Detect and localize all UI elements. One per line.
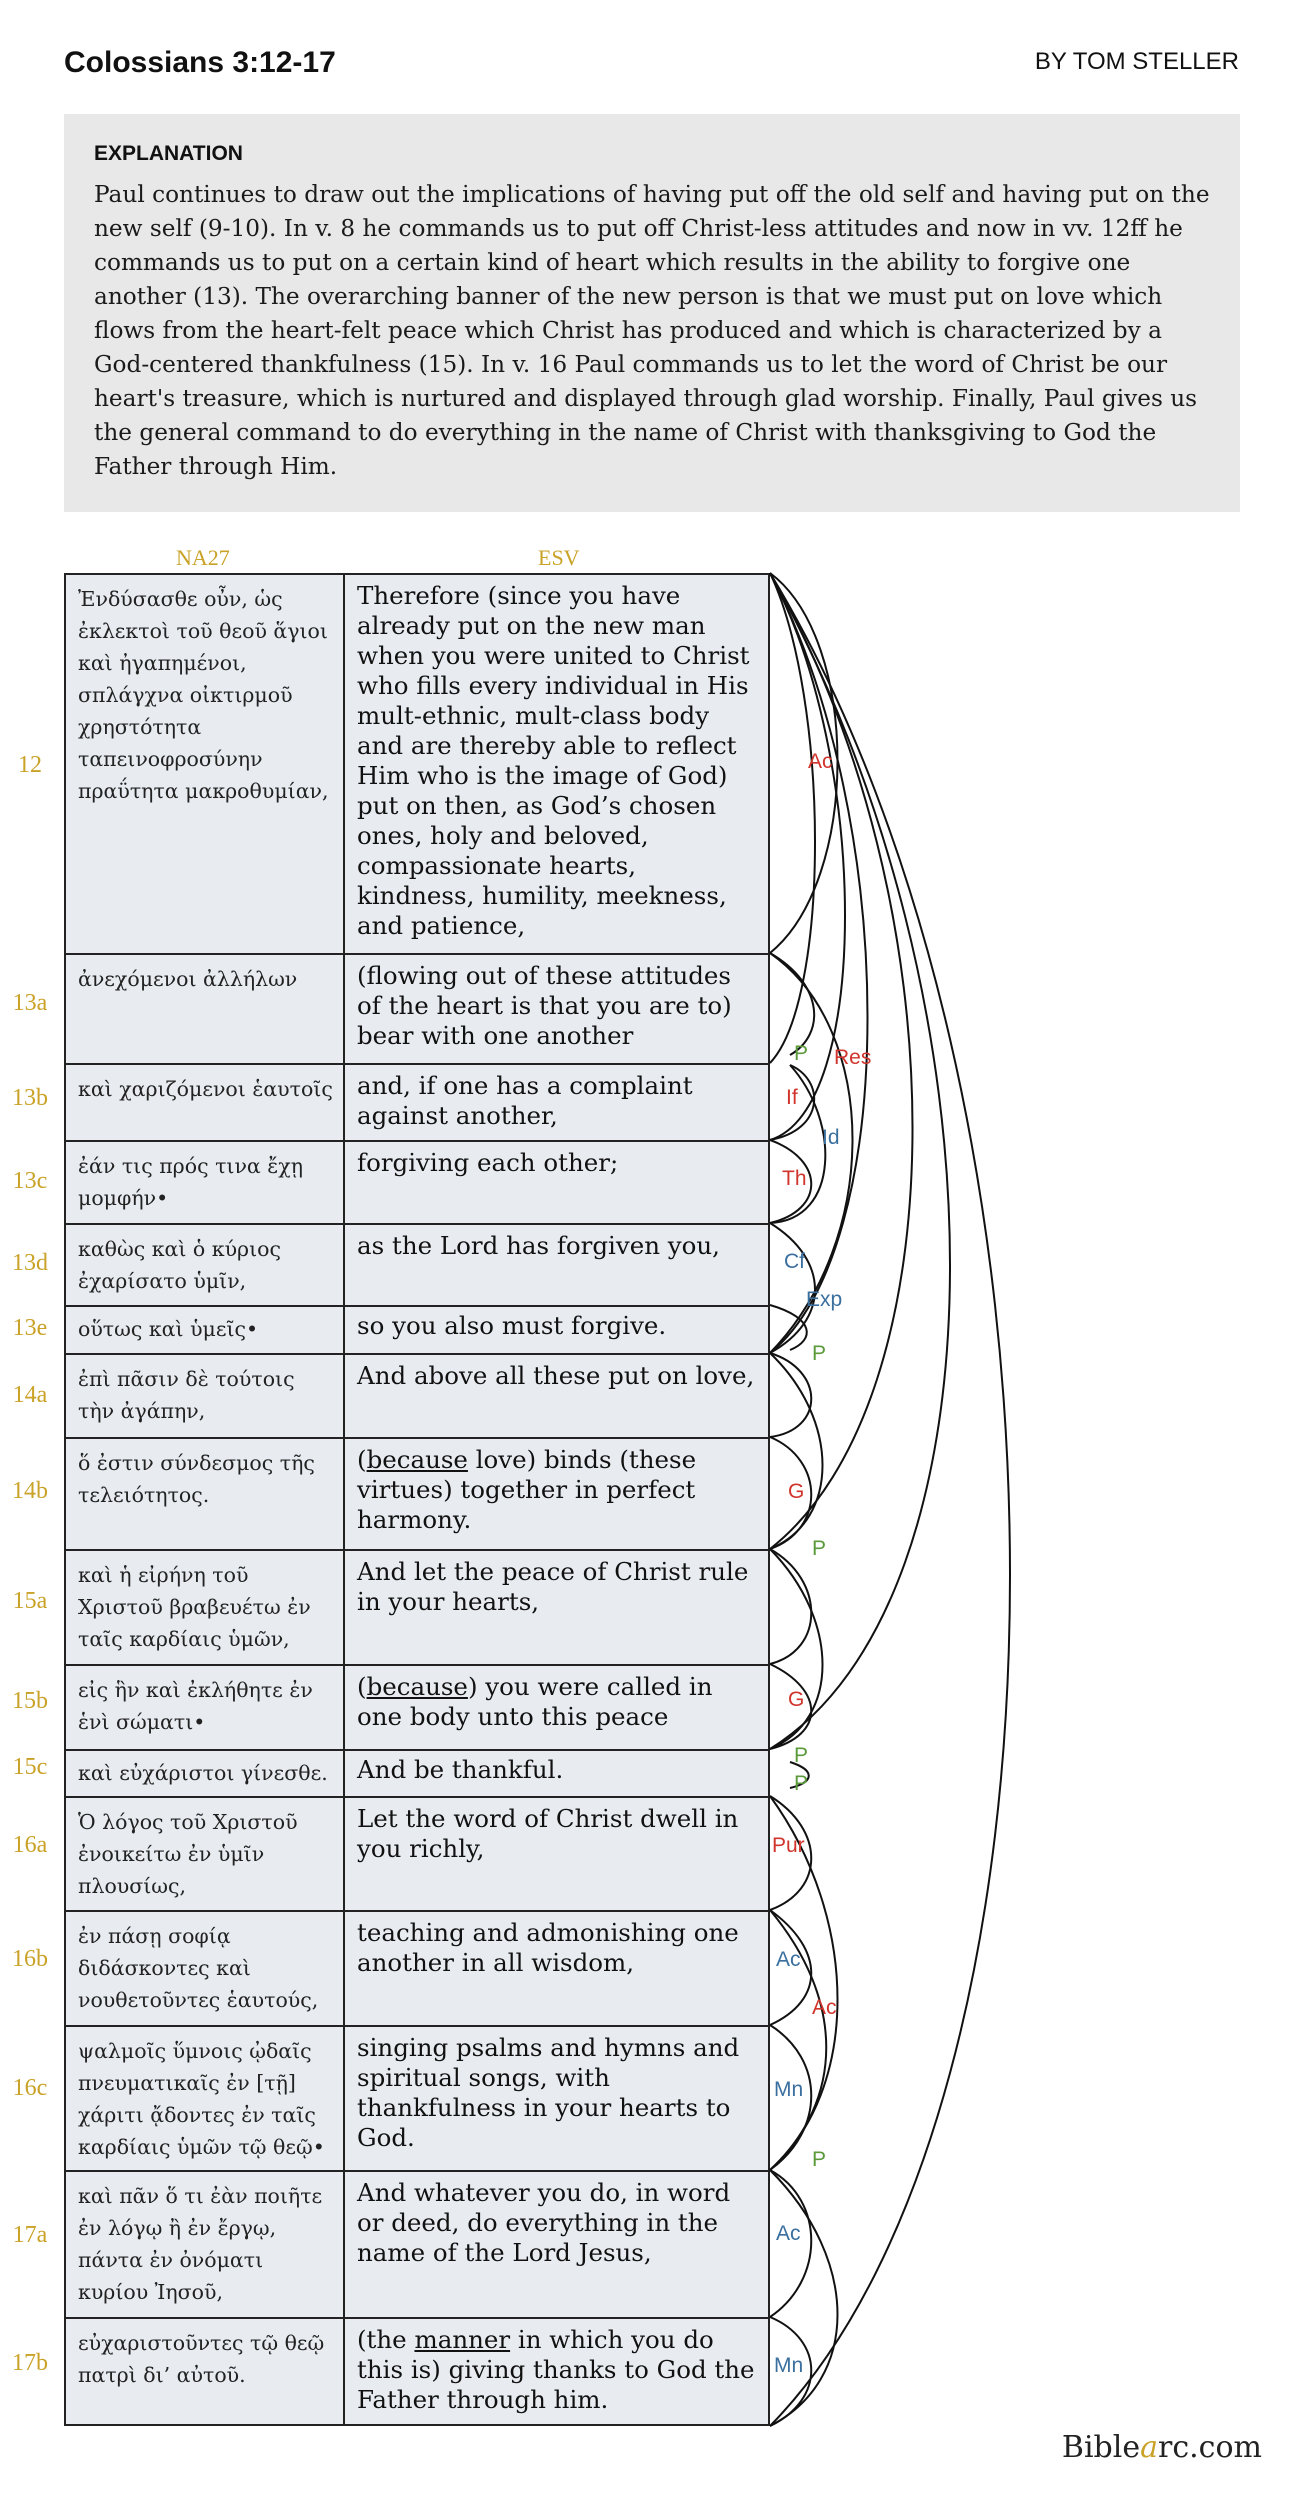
relation-label: P bbox=[794, 1042, 809, 1065]
greek-text: εὐχαριστοῦντες τῷ θεῷ πατρὶ δι’ αὐτοῦ. bbox=[64, 2319, 345, 2424]
english-rest: in which you do this is) giving thanks to God the Father through him. bbox=[357, 2325, 755, 2414]
greek-text: ἀνεχόμενοι ἀλλήλων bbox=[64, 955, 345, 1063]
verse-number: 15b bbox=[12, 1688, 48, 1714]
arc bbox=[770, 1353, 823, 1549]
relation-label: G bbox=[788, 1688, 805, 1711]
english-text: (flowing out of these attitudes of the heart is that you are to) bear with one another bbox=[345, 955, 770, 1063]
english-text: And let the peace of Christ rule in your hearts, bbox=[345, 1551, 770, 1664]
verse-number: 16c bbox=[12, 2075, 48, 2101]
verse-number: 16b bbox=[12, 1946, 48, 1972]
english-text: as the Lord has forgiven you, bbox=[345, 1225, 770, 1305]
brand-arc: a bbox=[1140, 2430, 1158, 2465]
english-rest: love) binds (these virtues) together in perfect harmony. bbox=[357, 1445, 697, 1534]
greek-text: καὶ εὐχάριστοι γίνεσθε. bbox=[64, 1751, 345, 1796]
verse-number: 13d bbox=[12, 1250, 48, 1276]
relation-label: P bbox=[794, 1772, 809, 1795]
brand-part: Bible bbox=[1061, 2430, 1141, 2465]
greek-text: ἐπὶ πᾶσιν δὲ τούτοις τὴν ἀγάπην, bbox=[64, 1355, 345, 1437]
arc bbox=[770, 1353, 811, 1437]
greek-text: καὶ ἡ εἰρήνη τοῦ Χριστοῦ βραβευέτω ἐν ταῖς καρδίαις ὑμῶν, bbox=[64, 1551, 345, 1664]
greek-text: εἰς ἣν καὶ ἐκλήθητε ἐν ἑνὶ σώματι• bbox=[64, 1666, 345, 1749]
arc bbox=[770, 1549, 811, 1664]
greek-text: ψαλμοῖς ὕμνοις ᾠδαῖς πνευματικαῖς ἐν [τῇ] χάριτι ᾄδοντες ἐν ταῖς καρδίαις ὑμῶν τῷ θεῷ• bbox=[64, 2027, 345, 2170]
explanation-heading: EXPLANATION bbox=[94, 142, 243, 165]
english-rest: ) you were called in one body unto this peace bbox=[357, 1672, 713, 1731]
english-text: Let the word of Christ dwell in you richly, bbox=[345, 1798, 770, 1910]
greek-text: καθὼς καὶ ὁ κύριος ἐχαρίσατο ὑμῖν, bbox=[64, 1225, 345, 1305]
verse-number: 13b bbox=[12, 1085, 48, 1111]
english-open: ( bbox=[357, 1445, 367, 1474]
verse-number: 14b bbox=[12, 1478, 48, 1504]
english-text: so you also must forgive. bbox=[345, 1307, 770, 1353]
relation-label: Mn bbox=[774, 2354, 804, 2377]
greek-text: οὕτως καὶ ὑμεῖς• bbox=[64, 1307, 345, 1353]
relation-label: G bbox=[788, 1480, 805, 1503]
english-open: (the bbox=[357, 2325, 415, 2354]
biblearc-logo bbox=[1062, 2430, 1262, 2465]
verse-number: 15a bbox=[12, 1588, 48, 1614]
explanation-text: Paul continues to draw out the implications of having put off the old self and having put on the new self (9-10). In v. 8 he commands us to put off Christ-less attitudes and now in vv. 12ff he commands us to put on a certain kind of heart which results in the ability to forgive one another (13). The overarching banner of the new person is that we must put on love which flows from the heart-felt peace which Christ has produced and which is characterized by a God-centered thankfulness (15). In v. 16 Paul commands us to let the word of Christ be our heart's treasure, which is nurtured and displayed through glad worship. Finally, Paul gives us the general command to do everything in the name of Christ with thanksgiving to God the Father through Him. bbox=[94, 181, 1210, 480]
english-underlined: because bbox=[366, 1445, 468, 1474]
relation-label: Res bbox=[834, 1046, 872, 1069]
column-header-greek: NA27 bbox=[176, 545, 230, 570]
greek-text: ὅ ἐστιν σύνδεσμος τῆς τελειότητος. bbox=[64, 1439, 345, 1549]
relation-label: Ac bbox=[776, 1948, 801, 1971]
greek-text: Ἐνδύσασθε οὖν, ὡς ἐκλεκτοὶ τοῦ θεοῦ ἅγιοι καὶ ἠγαπημένοι, σπλάγχνα οἰκτιρμοῦ χρηστότητα ταπεινοφροσύνην πραΰτητα μακροθυμίαν, bbox=[64, 575, 345, 953]
relation-label: Mn bbox=[774, 2078, 804, 2101]
english-text: and, if one has a complaint against another, bbox=[345, 1065, 770, 1140]
relation-label: Cf bbox=[784, 1250, 805, 1273]
greek-text: Ὁ λόγος τοῦ Χριστοῦ ἐνοικείτω ἐν ὑμῖν πλουσίως, bbox=[64, 1798, 345, 1910]
verse-number: 17a bbox=[12, 2222, 48, 2248]
relation-label: Pur bbox=[772, 1834, 805, 1857]
verse-number: 14a bbox=[12, 1382, 48, 1408]
verse-number: 12 bbox=[18, 752, 42, 778]
verse-number: 17b bbox=[12, 2350, 48, 2376]
relation-label: Ac bbox=[812, 1996, 837, 2019]
relation-label: Th bbox=[782, 1167, 807, 1190]
greek-text: ἐν πάσῃ σοφίᾳ διδάσκοντες καὶ νουθετοῦντες ἑαυτούς, bbox=[64, 1912, 345, 2025]
verse-number: 13a bbox=[12, 990, 48, 1016]
english-text: And be thankful. bbox=[345, 1751, 770, 1796]
english-text: Therefore (since you have already put on the new man when you were united to Christ who fills every individual in His mult-ethnic, mult-class body and are thereby able to reflect Him who is the image of God) put on then, as God’s chosen ones, holy and beloved, compassionate hearts, kindness, humility, meekness, and patience, bbox=[345, 575, 770, 953]
relation-label: Ac bbox=[776, 2222, 801, 2245]
english-underlined: manner bbox=[414, 2325, 511, 2354]
verse-number: 13c bbox=[12, 1168, 48, 1194]
english-text: And above all these put on love, bbox=[345, 1355, 770, 1437]
author-byline: BY TOM STELLER bbox=[1034, 48, 1239, 75]
relation-label: P bbox=[812, 1537, 827, 1560]
greek-text: ἐάν τις πρός τινα ἔχῃ μομφήν• bbox=[64, 1142, 345, 1223]
page-title: Colossians 3:12-17 bbox=[64, 46, 336, 79]
english-text: teaching and admonishing one another in all wisdom, bbox=[345, 1912, 770, 2025]
english-underlined: because bbox=[366, 1672, 468, 1701]
verse-number: 16a bbox=[12, 1832, 48, 1858]
english-text: And whatever you do, in word or deed, do everything in the name of the Lord Jesus, bbox=[345, 2172, 770, 2317]
relation-label: If bbox=[786, 1086, 798, 1109]
english-text: forgiving each other; bbox=[345, 1142, 770, 1223]
relation-label: Exp bbox=[806, 1288, 843, 1311]
greek-text: καὶ πᾶν ὅ τι ἐὰν ποιῆτε ἐν λόγῳ ἢ ἐν ἔργῳ, πάντα ἐν ὀνόματι κυρίου Ἰησοῦ, bbox=[64, 2172, 345, 2317]
arc bbox=[770, 573, 1010, 2426]
greek-text: καὶ χαριζόμενοι ἑαυτοῖς bbox=[64, 1065, 345, 1140]
relation-label: P bbox=[812, 1342, 827, 1365]
english-text: singing psalms and hymns and spiritual songs, with thankfulness in your hearts to God. bbox=[345, 2027, 770, 2170]
verse-number: 13e bbox=[12, 1315, 48, 1341]
verse-number: 15c bbox=[12, 1754, 48, 1780]
relation-label: P bbox=[794, 1744, 809, 1767]
relation-label: P bbox=[812, 2148, 827, 2171]
arc bbox=[770, 953, 814, 1055]
column-header-english: ESV bbox=[538, 545, 580, 570]
relation-label: Ac bbox=[808, 750, 833, 773]
relation-label: Id bbox=[822, 1126, 840, 1149]
brand-part: rc.com bbox=[1158, 2430, 1262, 2465]
english-open: ( bbox=[357, 1672, 367, 1701]
